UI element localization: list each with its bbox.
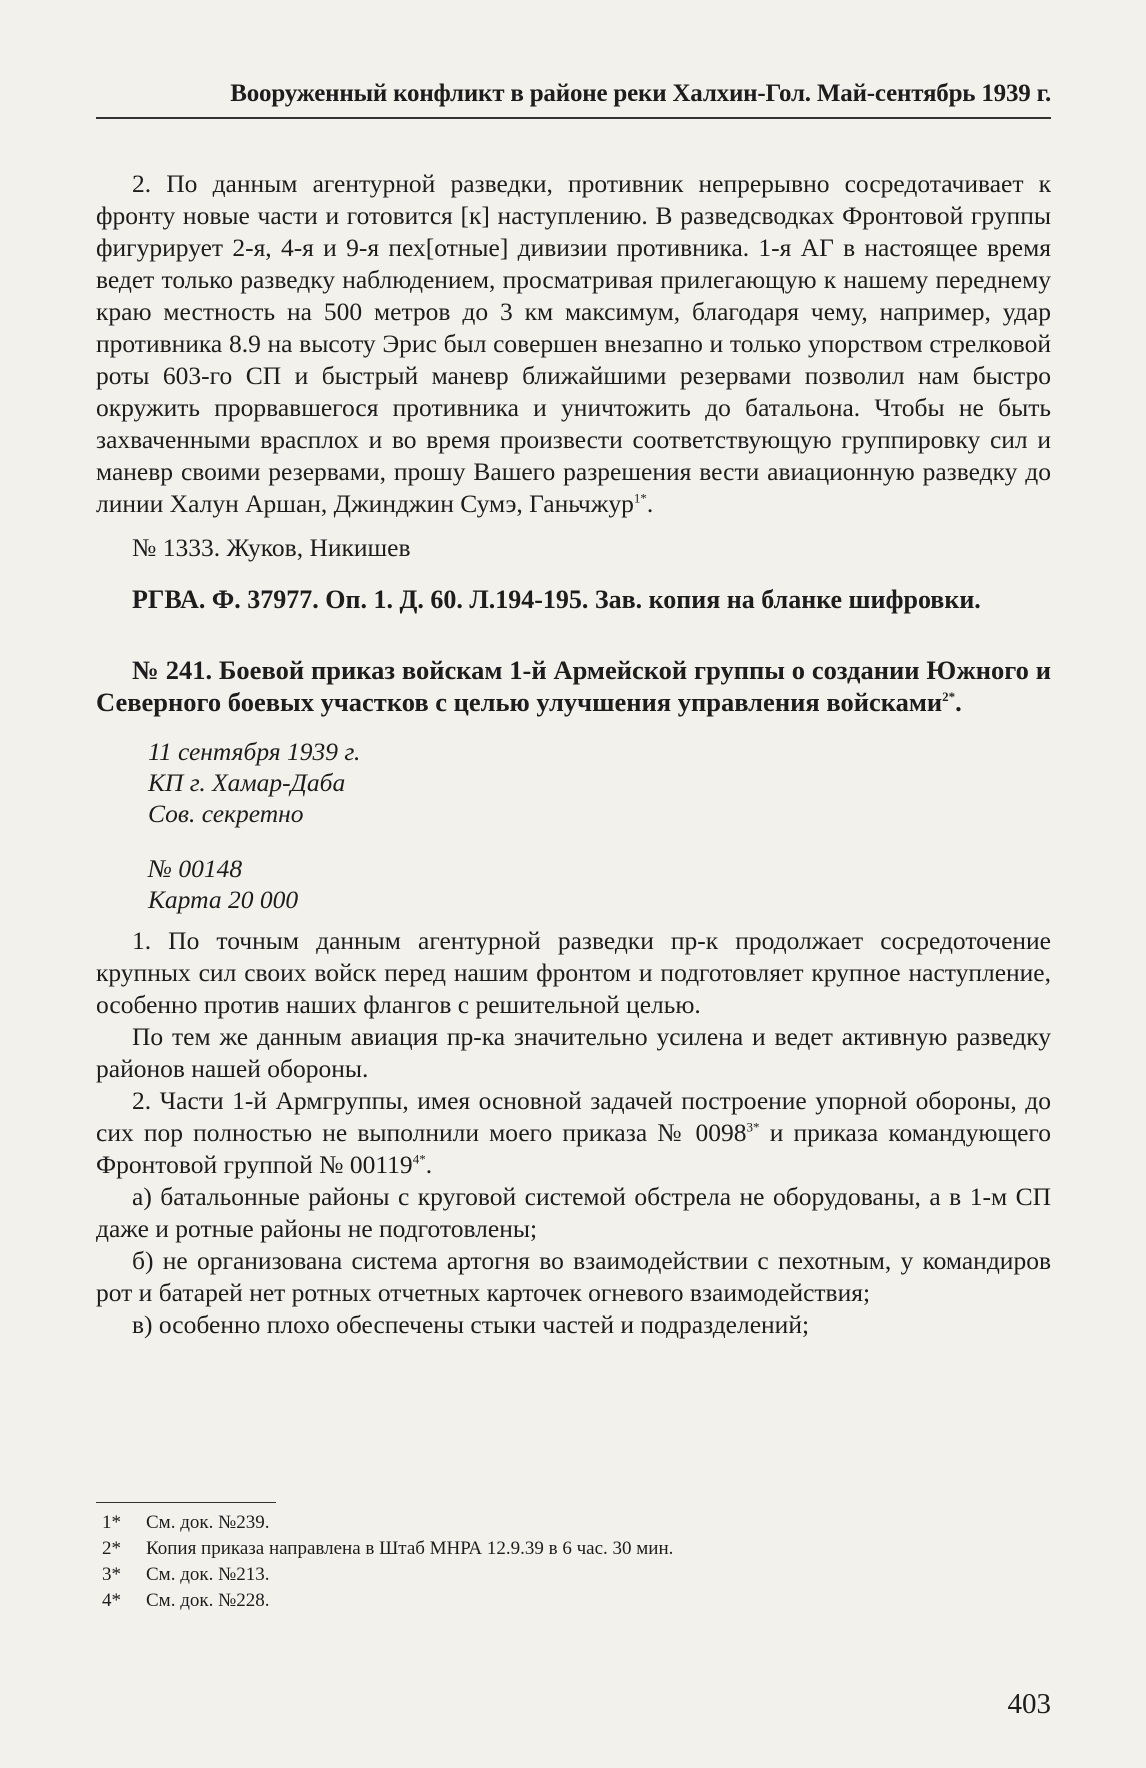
footnote-ref-2: 2* xyxy=(942,689,956,705)
item-c: в) особенно плохо обеспечены стыки частей и подразделений; xyxy=(132,1310,810,1339)
document-meta xyxy=(96,736,1051,915)
page-number: 403 xyxy=(1007,1688,1051,1720)
footnote-ref-3: 3* xyxy=(746,1119,760,1135)
archive-reference: РГВА. Ф. 37977. Оп. 1. Д. 60. Л.194-195. Зав. копия на бланке шифровки. xyxy=(132,585,981,614)
footnotes xyxy=(96,1510,1051,1614)
item-a: а) батальонные районы с круговой системой обстрела не оборудованы, а в 1-м СП даже и ротные районы не подготовлены; xyxy=(96,1182,1051,1243)
running-head: Вооруженный конфликт в районе реки Халхин-Гол. Май-сентябрь 1939 г. xyxy=(230,80,1051,107)
item-b: б) не организована система артогня во взаимодействии с пехотным, у командиров рот и батарей нет ротных отчетных карточек огневого взаимодействия; xyxy=(96,1246,1051,1307)
meta-map: Карта 20 000 xyxy=(148,885,299,914)
document-title: № 241. Боевой приказ войскам 1-й Армейской группы о создании Южного и Северного боевых участков с целью улучшения управления войсками$^{2*}$. xyxy=(96,655,1051,717)
meta-date: 11 сентября 1939 г. xyxy=(148,737,361,766)
document-page xyxy=(96,0,1051,1768)
footnote: 2* Копия приказа направлена в Штаб МНРА 12.9.39 в 6 час. 30 мин. xyxy=(102,1538,674,1559)
paragraph-2: 2. По данным агентурной разведки, противник непрерывно сосредотачивает к фронту новые части и готовится [к] наступлению. В разведсводках Фронтовой группы фигурирует 2-я, 4-я и 9-я пех[отные] дивизии противника. 1-я АГ в настоящее время ведет только разведку наблюдением, просматривая прилегающую к нашему переднему краю местность на 500 метров до 3 км максимум, благодаря чему, например, удар противника 8.9 на высоту Эрис был совершен внезапно и только упорством стрелковой роты 603-го СП и быстрый маневр ближайшими резервами позволил нам быстро окружить прорвавшегося противника и уничтожить до батальона. Чтобы не быть захваченными врасплох и во время произвести соответствующую группировку сил и маневр своими резервами, прошу Вашего разрешения вести авиационную разведку до линии Халун Аршан, Джинджин Сумэ, Ганьчжур$^{1*}$. xyxy=(96,169,1051,518)
meta-place: КП г. Хамар-Даба xyxy=(148,768,346,797)
header-divider xyxy=(96,117,1051,119)
meta-number: № 00148 xyxy=(148,854,243,883)
body-text xyxy=(96,168,1051,1341)
section-1b: По тем же данным авиация пр-ка значительно усилена и ведет активную разведку районов нашей обороны. xyxy=(96,1022,1051,1083)
meta-secrecy: Сов. секретно xyxy=(148,799,304,828)
footnote: 3* См. док. №213. xyxy=(102,1564,270,1585)
section-2: 2. Части 1-й Армгруппы, имея основной задачей построение упорной обороны, до сих пор полностью не выполнили моего приказа № $0098^{3*}$ и приказа командующего Фронтовой группой № $00119^{4*}$. xyxy=(96,1086,1051,1179)
footnote-ref-1: 1* xyxy=(633,490,647,506)
footnote: 4* См. док. №228. xyxy=(102,1590,270,1611)
footnote-divider xyxy=(96,1502,276,1503)
section-1a: 1. По точным данным агентурной разведки пр-к продолжает сосредоточение крупных сил своих войск перед нашим фронтом и подготовляет крупное наступление, особенно против наших флангов с решительной целью. xyxy=(96,926,1051,1019)
footnote: 1* См. док. №239. xyxy=(102,1512,270,1533)
signature: № 1333. Жуков, Никишев xyxy=(132,533,411,562)
footnote-ref-4: 4* xyxy=(412,1151,426,1167)
